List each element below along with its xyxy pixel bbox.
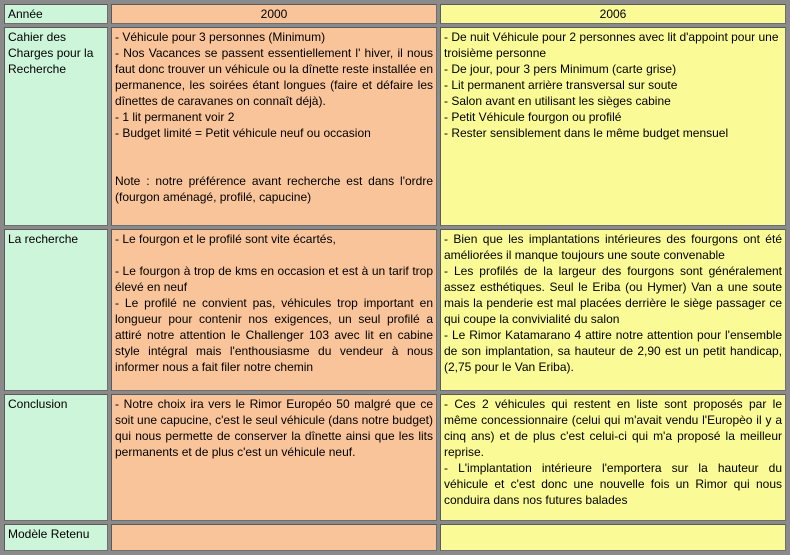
- cahier-2000-note: Note : notre préférence avant recherche est dans l'ordre (fourgon aménagé, profilé, capucine): [115, 174, 433, 205]
- row-label-conclusion: Conclusion: [4, 394, 108, 521]
- recherche-2000-line-2: - Le fourgon à trop de kms en occasion et est à un tarif trop élevé en neuf: [115, 263, 433, 294]
- conclusion-2000-line-1: - Notre choix ira vers le Rimor Européo 50 malgré que ce soit une capucine, c'est le seul véhicule (dans notre budget) qui nous permette de conserver la dînette ainsi que les lits permanents et de plus c'est un véhicule neuf.: [115, 396, 433, 459]
- cahier-2006-line-5: - Petit Véhicule fourgon ou profilé: [444, 110, 622, 125]
- recherche-2006-line-2: - Les profilés de la largeur des fourgons sont généralement assez esthétiques. Seul le Eriba (ou Hymer) Van a une soute mais la penderie est mal placées derrière le siège passager ce qui coupe la convivialité du salon: [444, 263, 782, 326]
- recherche-2000-line-1: - Le fourgon et le profilé sont vite écartés,: [115, 231, 336, 246]
- recherche-2006-line-1: - Bien que les implantations intérieures des fourgons ont été améliorées il manque toujours une soute convenable: [444, 231, 782, 262]
- cell-modele-2006: [440, 524, 786, 551]
- row-label-recherche: La recherche: [4, 229, 108, 391]
- row-la-recherche: [4, 229, 786, 391]
- cell-modele-2000: [111, 524, 437, 551]
- cahier-2006-line-2: - De jour, pour 3 pers Minimum (carte grise): [444, 62, 677, 77]
- recherche-2006-line-3: - Le Rimor Katamarano 4 attire notre attention pour l'ensemble de son implantation, sa hauteur de 2,90 est un petit handicap, (2,75 pour le Van Eriba).: [444, 327, 782, 374]
- header-annee: Année: [4, 4, 108, 24]
- cell-conclusion-2006: [440, 394, 786, 521]
- cahier-2000-line-3: - 1 lit permanent voir 2: [115, 110, 235, 125]
- row-cahier-des-charges: [4, 27, 786, 226]
- conclusion-2006-line-2: - L'implantation intérieure l'emportera sur la hauteur du véhicule et c'est donc une nouvelle fois un Rimor qui nous conduira dans nos futures balades: [444, 460, 782, 507]
- header-2006: 2006: [440, 4, 786, 24]
- comparison-table: [1, 1, 789, 554]
- cahier-2006-line-1: - De nuit Véhicule pour 2 personnes avec lit d'appoint pour une troisième personne: [444, 30, 779, 61]
- cell-cahier-2006: [440, 27, 786, 226]
- row-label-cahier: Cahier des Charges pour la Recherche: [4, 27, 108, 226]
- row-modele-retenu: [4, 524, 786, 551]
- cahier-2006-line-6: - Rester sensiblement dans le même budget mensuel: [444, 126, 729, 141]
- cell-recherche-2000: [111, 229, 437, 391]
- header-row: [4, 4, 786, 24]
- cahier-2006-line-3: - Lit permanent arrière transversal sur soute: [444, 78, 678, 93]
- cahier-2000-line-4: - Budget limité = Petit véhicule neuf ou occasion: [115, 126, 371, 141]
- conclusion-2006-line-1: - Ces 2 véhicules qui restent en liste sont proposés par le même concessionnaire (celui qui m'avait vendu l'Europèo il y a cinq ans) et de plus c'est celui-ci qui m'a proposé la meilleur reprise.: [444, 396, 782, 459]
- cahier-2006-line-4: - Salon avant en utilisant les sièges cabine: [444, 94, 671, 109]
- header-2000: 2000: [111, 4, 437, 24]
- row-conclusion: [4, 394, 786, 521]
- cell-conclusion-2000: [111, 394, 437, 521]
- recherche-2000-line-3: - Le profilé ne convient pas, véhicules trop important en longueur pour contenir nos exigences, un seul profilé a attiré notre attention le Challenger 103 avec lit en cabine style intégral mais l'enthousiasme du vendeur à nous informer nous a fait filer notre chemin: [115, 295, 433, 374]
- cell-recherche-2006: [440, 229, 786, 391]
- cell-cahier-2000: [111, 27, 437, 226]
- cahier-2000-line-2: - Nos Vacances se passent essentiellement l' hiver, il nous faut donc trouver un véhicule ou la dînette reste installée en permanence, les soirées étant longues (faire et défaire les dînettes de caravanes on connaît déjà).: [115, 46, 433, 109]
- row-label-modele: Modèle Retenu: [4, 524, 108, 551]
- cahier-2000-line-1: - Véhicule pour 3 personnes (Minimum): [115, 30, 326, 45]
